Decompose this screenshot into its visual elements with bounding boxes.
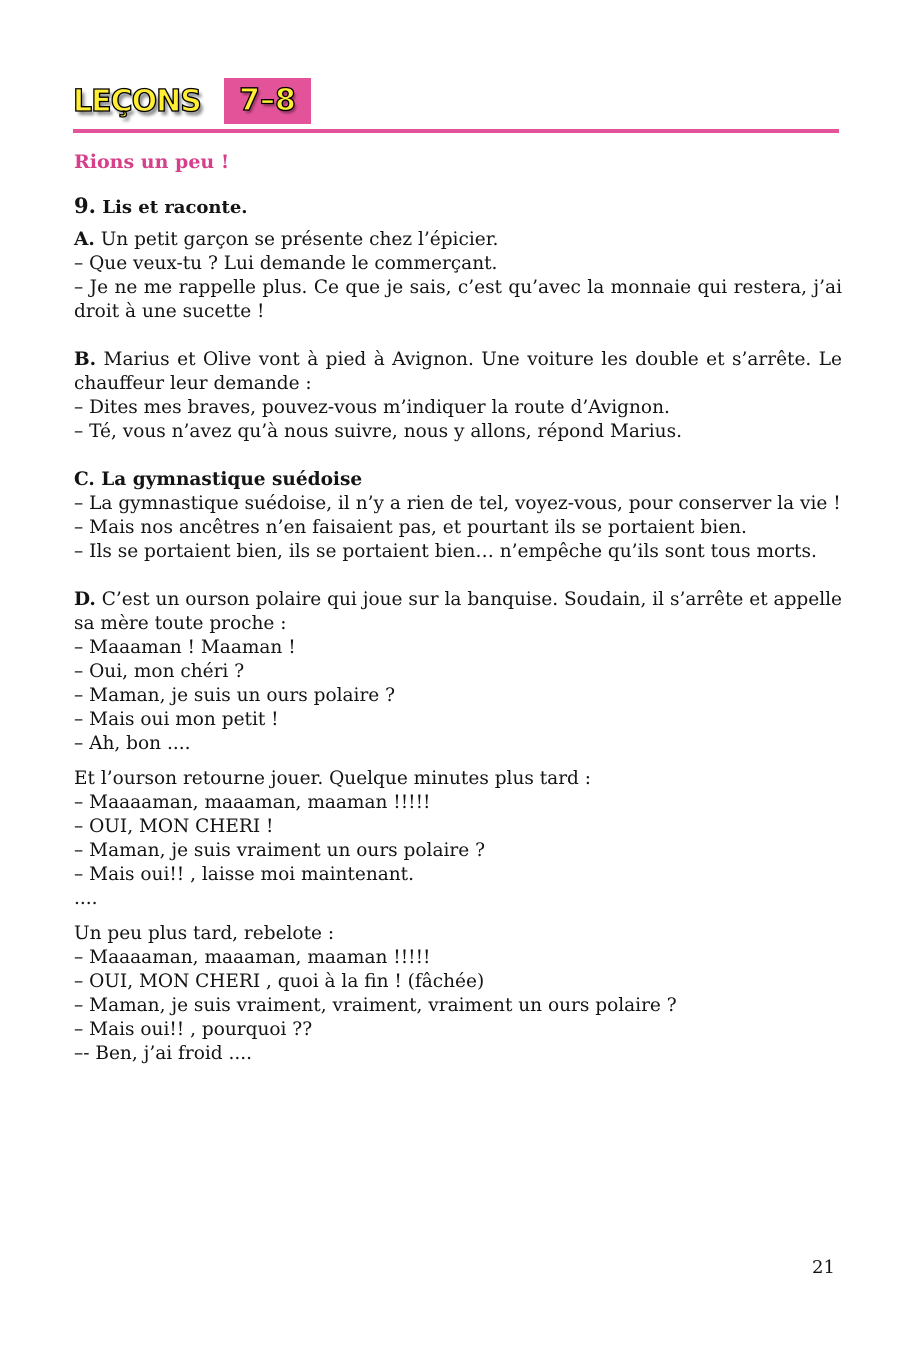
dialog-line: –- Ben, j’ai froid .... xyxy=(74,1043,253,1064)
story-c xyxy=(74,468,842,564)
dialog-line: – Maman, je suis vraiment un ours polaire ? xyxy=(74,840,485,861)
story-c-title xyxy=(74,468,842,492)
story-d-label: D. xyxy=(74,589,96,610)
dialog-line: – Ah, bon .... xyxy=(74,733,191,754)
dialog-line: – Mais oui!! , laisse moi maintenant. xyxy=(74,864,414,885)
story-c-line: – Mais nos ancêtres n’en faisaient pas, et pourtant ils se portaient bien. xyxy=(74,517,747,538)
story-a-line: – Je ne me rappelle plus. Ce que je sais, c’est qu’avec la monnaie qui restera, j’ai droit à une sucette ! xyxy=(74,277,842,322)
dialog-line: – Maman, je suis vraiment, vraiment, vraiment un ours polaire ? xyxy=(74,995,677,1016)
story-d-dialog-3 xyxy=(74,946,842,1066)
story-d-dialog-1 xyxy=(74,636,842,756)
section-title: Rions un peu ! xyxy=(74,151,230,173)
dialog-line: – OUI, MON CHERI ! xyxy=(74,816,274,837)
dialog-line: – Maaaaman, maaaman, maaman !!!!! xyxy=(74,792,431,813)
story-b-line: – Té, vous n’avez qu’à nous suivre, nous y allons, répond Marius. xyxy=(74,421,682,442)
page-content xyxy=(74,150,842,1077)
exercise-instruction: Lis et raconte. xyxy=(102,197,248,218)
story-a-label: A. xyxy=(74,229,95,250)
story-b-first-line xyxy=(74,348,842,396)
lessons-number: 7–8 xyxy=(239,83,296,118)
dialog-line: – OUI, MON CHERI , quoi à la fin ! (fâchée) xyxy=(74,971,485,992)
dialog-line: – Maaaman ! Maaman ! xyxy=(74,637,296,658)
story-d-dialog-2 xyxy=(74,791,842,911)
lessons-number-badge xyxy=(224,78,311,124)
story-c-title-text: C. La gymnastique suédoise xyxy=(74,469,363,490)
lesson-header xyxy=(73,78,839,138)
story-d-narration-1: Et l’ourson retourne jouer. Quelque minutes plus tard : xyxy=(74,768,592,789)
exercise-heading xyxy=(74,194,842,220)
exercise-number: 9. xyxy=(74,193,96,218)
story-d-intro xyxy=(74,588,842,636)
dialog-line: – Maaaaman, maaaman, maaman !!!!! xyxy=(74,947,431,968)
story-b-line: – Dites mes braves, pouvez-vous m’indiquer la route d’Avignon. xyxy=(74,397,670,418)
story-b-first-text: Marius et Olive vont à pied à Avignon. Une voiture les double et s’arrête. Le chauffeur leur demande : xyxy=(74,349,842,394)
dialog-line: .... xyxy=(74,888,98,909)
story-d-narration-2: Un peu plus tard, rebelote : xyxy=(74,923,335,944)
dialog-line: – Mais oui!! , pourquoi ?? xyxy=(74,1019,313,1040)
story-d-intro-text: C’est un ourson polaire qui joue sur la banquise. Soudain, il s’arrête et appelle sa mère toute proche : xyxy=(74,589,842,634)
story-c-line: – La gymnastique suédoise, il n’y a rien de tel, voyez-vous, pour conserver la vie ! xyxy=(74,493,841,514)
story-c-line: – Ils se portaient bien, ils se portaient bien… n’empêche qu’ils sont tous morts. xyxy=(74,541,817,562)
story-d xyxy=(74,588,842,1066)
story-a-first-line xyxy=(74,228,842,252)
story-a-line: – Que veux-tu ? Lui demande le commerçant. xyxy=(74,253,498,274)
lessons-title: LEÇONS xyxy=(73,84,201,119)
story-a xyxy=(74,228,842,324)
header-divider xyxy=(73,129,839,133)
dialog-line: – Maman, je suis un ours polaire ? xyxy=(74,685,396,706)
dialog-line: – Oui, mon chéri ? xyxy=(74,661,245,682)
story-b xyxy=(74,348,842,444)
story-a-first-text: Un petit garçon se présente chez l’épicier. xyxy=(100,229,499,250)
dialog-line: – Mais oui mon petit ! xyxy=(74,709,279,730)
page-number: 21 xyxy=(812,1257,835,1278)
story-b-label: B. xyxy=(74,349,97,370)
